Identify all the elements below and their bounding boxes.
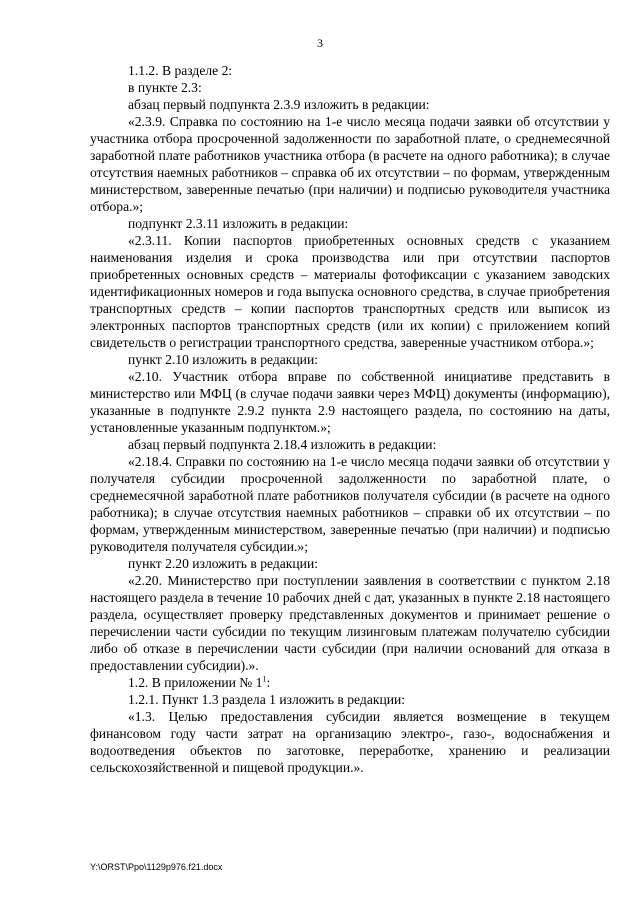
paragraph-2-3-9-text: «2.3.9. Справка по состоянию на 1-е число месяца подачи заявки об отсутствии у участника отбора просроченной задолженности по заработной плате, о среднемесячной заработной плате работников участника отбора (в расчете на одного работника); в случае отсутствия наемных работников – справка об их отсутствии – по формам, утвержденным министерством, заверенные печатью (при наличии) и подписью руководителя участника отбора.»; xyxy=(90,114,610,214)
footnote-marker: 1 xyxy=(262,674,267,684)
paragraph-1-2-1-intro: 1.2.1. Пункт 1.3 раздела 1 изложить в редакции: xyxy=(128,692,406,707)
paragraph-2-20-text: «2.20. Министерство при поступлении заявления в соответствии с пунктом 2.18 настоящего раздела в течение 10 рабочих дней с дат, указанных в пункте 2.18 настоящего раздела, осуществляет проверку представленных документов и принимает решение о перечислении части субсидии по текущим лизинговым платежам получателю субсидии либо об отказе в перечислении части субсидии (при наличии оснований для отказа в предоставлении субсидии).». xyxy=(90,573,610,673)
paragraph-subpoint-2-18-4-intro: абзац первый подпункта 2.18.4 изложить в редакции: xyxy=(128,437,437,452)
paragraph-point-2-3: в пункте 2.3: xyxy=(128,80,202,95)
appendix-tail: : xyxy=(266,675,271,690)
paragraph-2-3-11-text: «2.3.11. Копии паспортов приобретенных основных средств с указанием наименования изделия и срока производства или при отсутствии паспортов приобретенных основных средств – материалы фотофиксации с указанием заводских идентификационных номеров и года выпуска основного средства, в случае приобретения транспортных средств – копии паспортов транспортных средств или выписок из электронных паспортов транспортных средств (или их копии) с приложением копий свидетельств о регистрации транспортного средства, заверенные участником отбора.»; xyxy=(90,233,610,350)
appendix-label: 1.2. В приложении № 1 xyxy=(128,675,263,690)
paragraph-section-2: 1.1.2. В разделе 2: xyxy=(128,63,233,78)
paragraph-2-10-text: «2.10. Участник отбора вправе по собственной инициативе представить в министерство или МФЦ (в случае подачи заявки через МФЦ) документы (информацию), указанные в подпункте 2.9.2 пункта 2.9 настоящего раздела, по состоянию на даты, установленные указанным подпунктом.»; xyxy=(90,369,610,435)
paragraph-subpoint-2-3-11-intro: подпункт 2.3.11 изложить в редакции: xyxy=(128,216,349,231)
paragraph-point-2-10-intro: пункт 2.10 изложить в редакции: xyxy=(128,352,319,367)
paragraph-point-2-20-intro: пункт 2.20 изложить в редакции: xyxy=(128,556,319,571)
page-number: 3 xyxy=(317,36,323,50)
paragraph-1-3-text: «1.3. Целью предоставления субсидии является возмещение в текущем финансовом году части затрат на организацию электро-, газо-, водоснабжения и водоотведения объектов по заготовке, переработке, хранению и реализации сельскохозяйственной и пищевой продукции.». xyxy=(90,709,610,775)
footer-file-path: Y:\ORST\Ppo\1129p976.f21.docx xyxy=(90,862,223,872)
paragraph-appendix-1 xyxy=(90,674,610,691)
paragraph-2-18-4-text: «2.18.4. Справки по состоянию на 1-е число месяца подачи заявки об отсутствии у получателя субсидии просроченной задолженности по заработной плате, о среднемесячной заработной плате работников получателя субсидии (в расчете на одного работника); в случае отсутствия наемных работников – справки об их отсутствии – по формам, утвержденным министерством, заверенные печатью (при наличии) и подписью руководителя получателя субсидии.»; xyxy=(90,454,610,554)
paragraph-subpoint-2-3-9-intro: абзац первый подпункта 2.3.9 изложить в редакции: xyxy=(128,97,430,112)
document-body xyxy=(90,62,610,776)
